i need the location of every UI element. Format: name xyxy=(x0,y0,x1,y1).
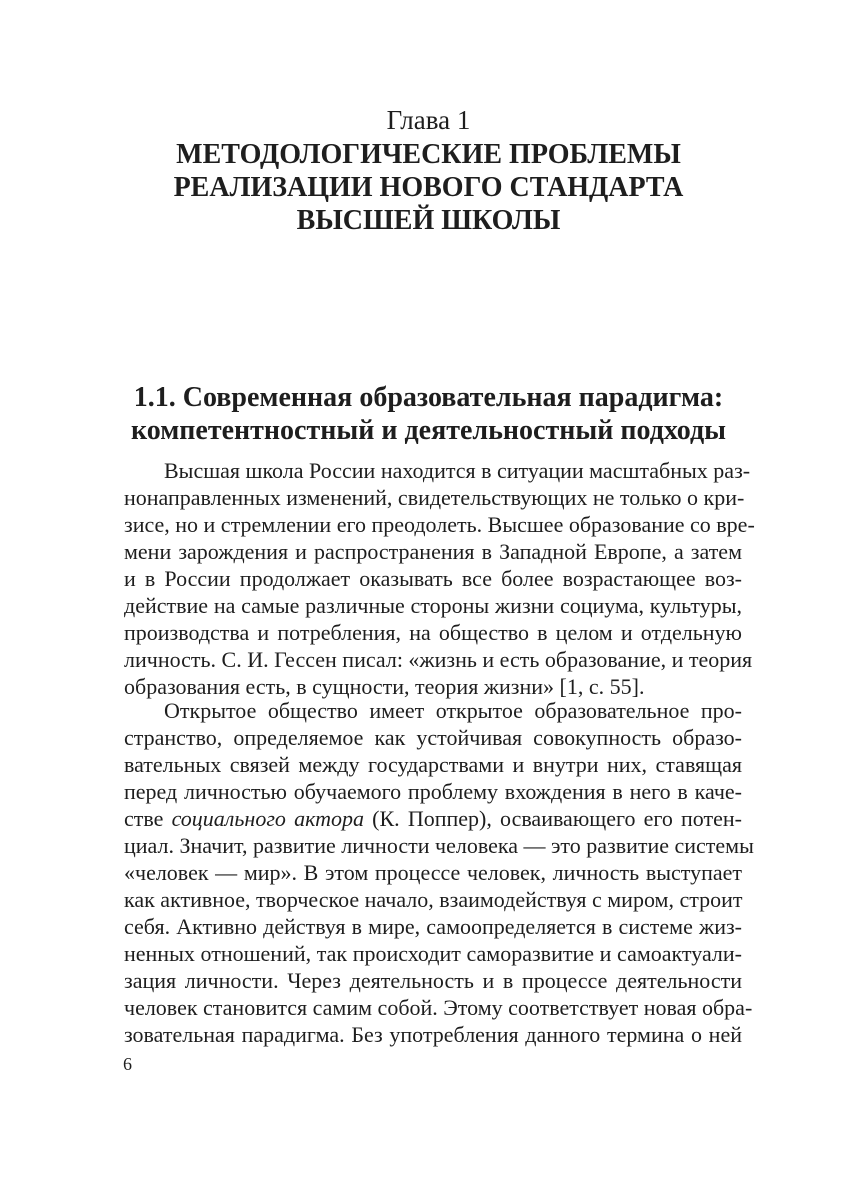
section-title xyxy=(0,381,857,447)
text-run: (К. Поппер), осваивающего его потен- xyxy=(363,806,742,831)
text-line: мени зарождения и распространения в Западной Европе, а затем xyxy=(124,539,742,564)
text-line: Высшая школа России находится в ситуации масштабных раз- xyxy=(164,458,751,483)
text-line: действие на самые различные стороны жизни социума, культуры, xyxy=(124,593,742,618)
text-line: личность. С. И. Гессен писал: «жизнь и есть образование, и теория xyxy=(124,647,753,672)
italic-term: социального актора xyxy=(171,806,364,831)
text-line: человек становится самим собой. Этому соответствует новая обра- xyxy=(124,995,753,1020)
text-line: производства и потребления, на общество в целом и отдельную xyxy=(124,620,742,645)
chapter-title-line: МЕТОДОЛОГИЧЕСКИЕ ПРОБЛЕМЫ xyxy=(176,139,681,170)
chapter-label: Глава 1 xyxy=(386,105,471,135)
text-line: зисе, но и стремлении его преодолеть. Высшее образование со вре- xyxy=(124,512,755,537)
text-line: зовательная парадигма. Без употребления данного термина о ней xyxy=(124,1022,742,1047)
section-title-line: 1.1. Современная образовательная парадигма: xyxy=(133,382,724,413)
text-line: перед личностью обучаемого проблему вхождения в него в каче- xyxy=(124,779,742,804)
text-line: образования есть, в сущности, теория жизни» [1, с. 55]. xyxy=(124,674,645,699)
text-line: ненных отношений, так происходит саморазвитие и самоактуали- xyxy=(124,941,742,966)
text-run: стве xyxy=(124,806,172,831)
chapter-title-line: ВЫСШЕЙ ШКОЛЫ xyxy=(296,205,561,236)
text-line: себя. Активно действуя в мире, самоопределяется в системе жиз- xyxy=(124,914,742,939)
text-line: Открытое общество имеет открытое образовательное про- xyxy=(164,698,742,723)
text-line: зация личности. Через деятельность и в процессе деятельности xyxy=(124,968,742,993)
chapter-title xyxy=(0,138,857,237)
text-line: как активное, творческое начало, взаимодействуя с миром, строит xyxy=(124,887,743,912)
chapter-title-line: РЕАЛИЗАЦИИ НОВОГО СТАНДАРТА xyxy=(173,172,684,203)
text-line: циал. Значит, развитие личности человека — это развитие системы xyxy=(124,833,754,858)
text-line: вательных связей между государствами и внутри них, ставящая xyxy=(124,752,742,777)
section-title-line: компетентностный и деятельностный подходы xyxy=(130,415,727,446)
page-number: 6 xyxy=(123,1054,132,1074)
text-line: «человек — мир». В этом процессе человек, личность выступает xyxy=(124,860,742,885)
text-line: странство, определяемое как устойчивая совокупность образо- xyxy=(124,725,742,750)
text-line xyxy=(124,805,742,832)
text-line: и в России продолжает оказывать все более возрастающее воз- xyxy=(124,566,742,591)
text-line: нонаправленных изменений, свидетельствующих не только о кри- xyxy=(124,485,745,510)
